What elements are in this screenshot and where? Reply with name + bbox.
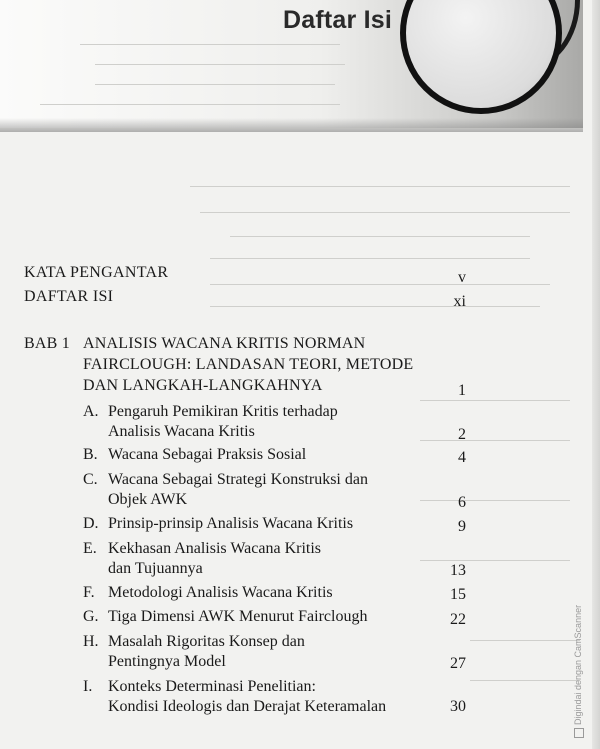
toc-kata-pengantar-page: v <box>458 269 466 286</box>
toc-kata-pengantar[interactable]: KATA PENGANTAR <box>24 264 169 281</box>
bleed-line <box>210 306 540 307</box>
section-e-line1[interactable]: Kekhasan Analisis Wacana Kritis <box>108 540 322 557</box>
bleed-line <box>230 236 530 237</box>
camscanner-icon <box>574 728 584 738</box>
section-letter: C. <box>83 471 98 488</box>
bleed-line <box>95 84 335 85</box>
bleed-line <box>470 640 580 641</box>
section-i-line1[interactable]: Konteks Determinasi Penelitian: <box>108 678 316 695</box>
scanner-watermark <box>573 605 584 738</box>
section-a-line1[interactable]: Pengaruh Pemikiran Kritis terhadap <box>108 403 338 420</box>
bleed-line <box>40 104 340 105</box>
section-d-line1[interactable]: Prinsip-prinsip Analisis Wacana Kritis <box>108 515 354 532</box>
section-g-line1[interactable]: Tiga Dimensi AWK Menurut Fairclough <box>108 608 368 625</box>
section-letter: F. <box>83 584 95 601</box>
section-e-line2[interactable]: dan Tujuannya <box>108 560 203 577</box>
chapter-title-line3[interactable]: DAN LANGKAH-LANGKAHNYA <box>83 377 323 394</box>
chapter-page: 1 <box>458 382 466 399</box>
section-letter: G. <box>83 608 99 625</box>
bleed-line <box>210 284 550 285</box>
section-letter: H. <box>83 633 99 650</box>
section-letter: I. <box>83 678 93 695</box>
section-i-page: 30 <box>450 698 466 715</box>
watermark-text: Digindai dengan CamScanner <box>573 604 583 725</box>
section-letter: D. <box>83 515 99 532</box>
section-b-line1[interactable]: Wacana Sebagai Praksis Sosial <box>108 446 307 463</box>
section-a-page: 2 <box>458 426 466 443</box>
section-e-page: 13 <box>450 562 466 579</box>
chapter-title-line2[interactable]: FAIRCLOUGH: LANDASAN TEORI, METODE <box>83 356 414 373</box>
section-a-line2[interactable]: Analisis Wacana Kritis <box>108 423 255 440</box>
page-edge <box>592 0 600 749</box>
bleed-line <box>210 258 530 259</box>
bleed-line <box>470 680 580 681</box>
chapter-number: BAB 1 <box>24 335 70 352</box>
section-letter: A. <box>83 403 99 420</box>
section-i-line2[interactable]: Kondisi Ideologis dan Derajat Keteramalan <box>108 698 387 715</box>
section-f-line1[interactable]: Metodologi Analisis Wacana Kritis <box>108 584 333 601</box>
section-b-page: 4 <box>458 449 466 466</box>
section-c-page: 6 <box>458 494 466 511</box>
bleed-line <box>95 64 345 65</box>
bleed-line <box>190 186 570 187</box>
page-title: Daftar Isi <box>283 6 392 34</box>
bleed-line <box>420 400 570 401</box>
chapter-title-line1[interactable]: ANALISIS WACANA KRITIS NORMAN <box>83 335 366 352</box>
toc-daftar-isi-page: xi <box>453 293 466 310</box>
section-letter: E. <box>83 540 97 557</box>
bleed-line <box>200 212 570 213</box>
section-h-line2[interactable]: Pentingnya Model <box>108 653 226 670</box>
section-f-page: 15 <box>450 586 466 603</box>
section-letter: B. <box>83 446 98 463</box>
section-c-line1[interactable]: Wacana Sebagai Strategi Konstruksi dan <box>108 471 368 488</box>
banner-shadow <box>0 118 583 132</box>
section-d-page: 9 <box>458 518 466 535</box>
section-h-page: 27 <box>450 655 466 672</box>
section-c-line2[interactable]: Objek AWK <box>108 491 188 508</box>
bleed-line <box>80 44 340 45</box>
section-h-line1[interactable]: Masalah Rigoritas Konsep dan <box>108 633 305 650</box>
section-g-page: 22 <box>450 611 466 628</box>
toc-daftar-isi[interactable]: DAFTAR ISI <box>24 288 114 305</box>
